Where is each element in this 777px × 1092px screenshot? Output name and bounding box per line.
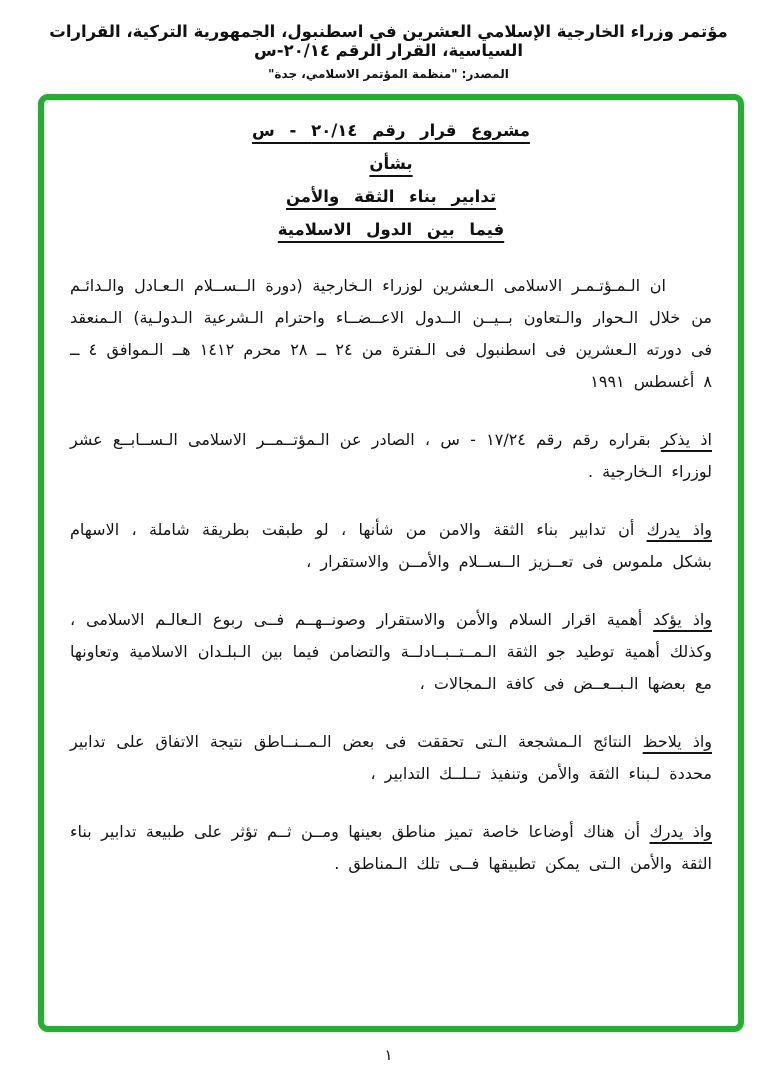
paragraph-text: ان الـمـؤتـمـر الاسلامى الـعشرين لوزراء الـخارجية (دورة الــســلام الـعـادل والـدائـم من خلال الـحوار والـتعاون بــيــن الــدول الاعــضــاء واحترام الـشرعية الـدولـية) الـمنعقد فى دورته الـعشرين فى اسطنبول فى الـفترة من ٢٤ ــ ٢٨ محرم ١٤١٢ هــ الـموافق ٤ ــ ٨ أغسطس ١٩٩١ — [70, 276, 713, 391]
paragraph-text: بقراره رقم رقم ١٧/٢٤ - س ، الصادر عن الـمؤتــمــر الاسلامى الـســابــع عشر لوزراء الـخارجية . — [70, 430, 712, 481]
affirming-paragraph — [70, 604, 712, 700]
resolution-number-text: مشروع قرار رقم ٢٠/١٤ - س — [252, 121, 530, 140]
resolution-scope-line — [70, 213, 712, 246]
source-line: المصدر: "منظمة المؤتمر الاسلامي، جدة" — [268, 67, 509, 81]
paragraph-lead: واذ يدرك — [646, 520, 712, 539]
noting-paragraph — [70, 726, 712, 790]
resolution-scope-text: فيما بين الدول الاسلامية — [277, 220, 505, 239]
paragraph-lead: واذ يؤكد — [653, 610, 712, 629]
paragraph-lead: اذ يذكر — [660, 430, 712, 449]
conference-header-title: مؤتمر وزراء الخارجية الإسلامي العشرين في اسطنبول، الجمهورية التركية، القرارات السياسية، القرار الرقم ٢٠/١٤-س — [49, 22, 728, 60]
paragraph-text: أهمية اقرار السلام والأمن والاستقرار وصونــهــم فــى ربوع الـعالـم الاسلامى ، وكذلك أهمية توطيد جو الثقة الـمــتــبــادلــة والتضامن فيما بين الـبلـدان الاسلامية وتعاونها مع بعضها الـبــعــض فى كافة الـمجالات ، — [70, 610, 712, 693]
resolution-body — [70, 270, 712, 880]
paragraph-lead: واذ يلاحظ — [642, 732, 712, 751]
paragraph-lead: واذ يدرك — [649, 822, 713, 841]
paragraph-text: أن تدابير بناء الثقة والامن من شأنها ، لو طبقت بطريقة شاملة ، الاسهام بشكل ملموس فى تعــزيز الــســلام والأمــن والاستقرار ، — [70, 520, 712, 571]
realizing-paragraph — [70, 514, 712, 578]
resolution-concerning-line — [70, 147, 712, 180]
resolution-number-line — [70, 114, 712, 147]
paragraph-text: النتائج الـمشجعة الـتى تحققت فى بعض الـمــنــاطق نتيجة الاتفاق على تدابير محددة لـبناء الثقة والأمن وتنفيذ تــلــك التدابير ، — [70, 732, 712, 783]
resolution-subject-line — [70, 180, 712, 213]
recalling-paragraph — [70, 424, 712, 488]
paragraph-text: أن هناك أوضاعا خاصة تميز مناطق بعينها ومــن ثــم تؤثر على طبيعة تدابير بناء الثقة والأمن الـتى يمكن تطبيقها فــى تلك الـمناطق . — [70, 822, 712, 873]
recognizing-paragraph — [70, 816, 712, 880]
page-number: ١ — [384, 1046, 393, 1064]
document-frame — [38, 94, 744, 1032]
resolution-concerning-text: بشأن — [369, 154, 413, 173]
resolution-title-block — [70, 114, 712, 246]
resolution-subject-text: تدابير بناء الثقة والأمن — [285, 187, 497, 206]
preamble-paragraph — [70, 270, 712, 398]
document-header — [0, 22, 777, 81]
